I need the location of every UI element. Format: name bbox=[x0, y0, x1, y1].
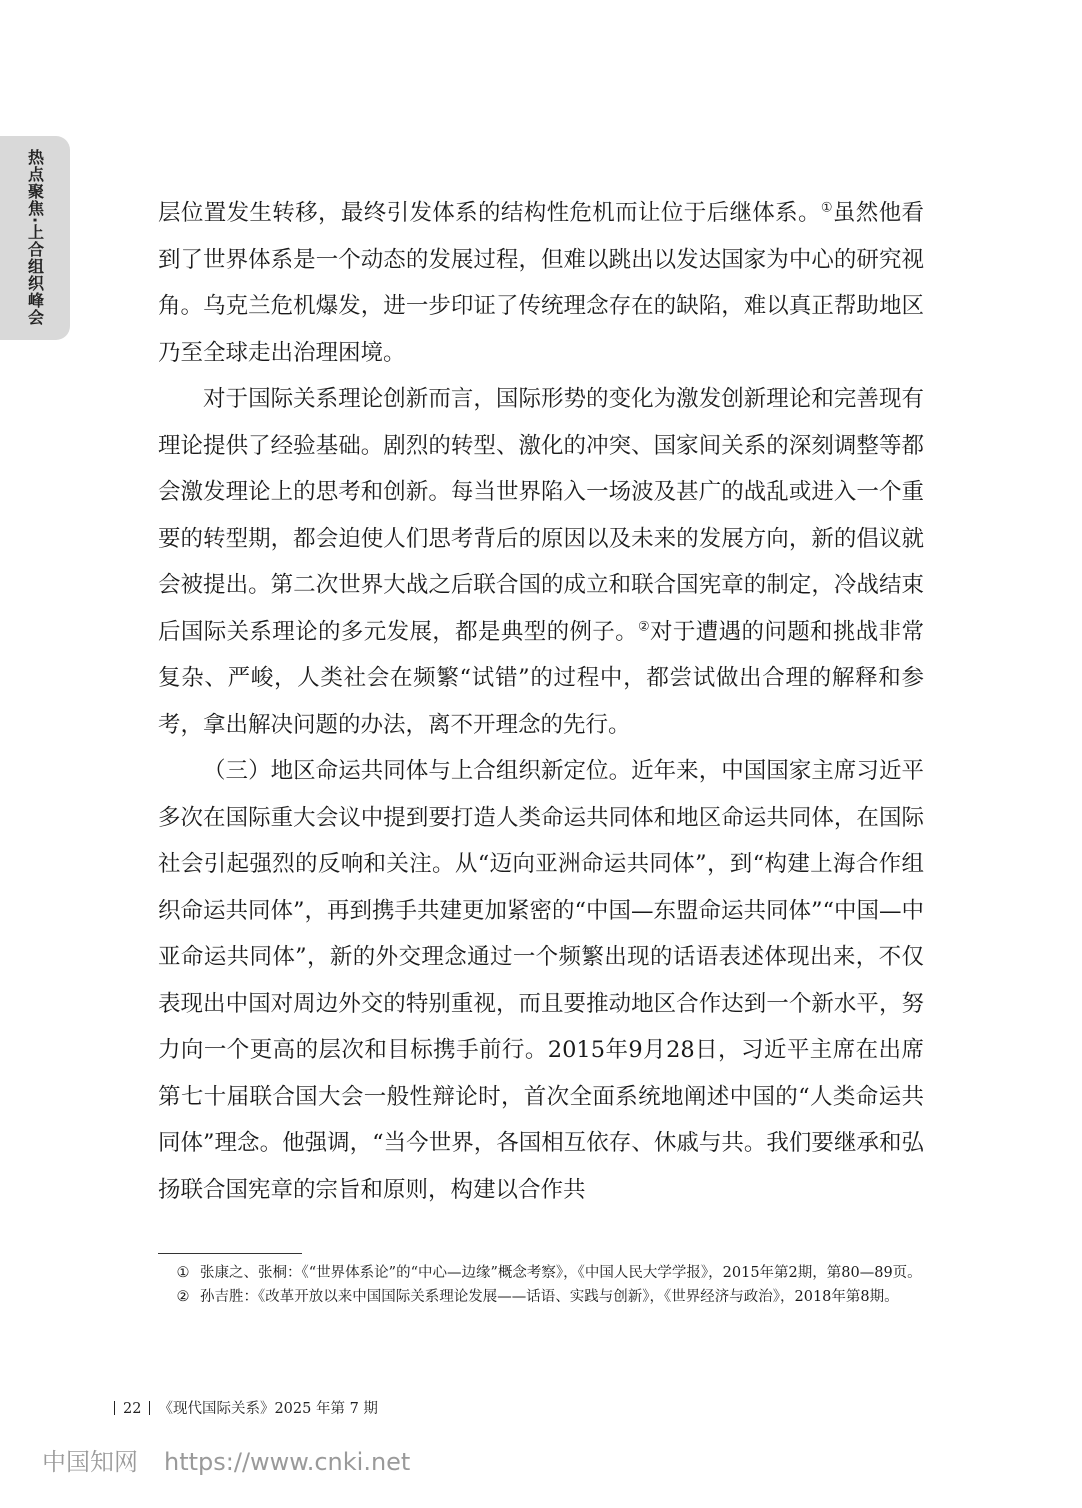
watermark-brand: 中国知网 bbox=[42, 1448, 138, 1476]
footnote-divider bbox=[158, 1253, 302, 1254]
footnote-ref[interactable]: ② bbox=[638, 619, 651, 634]
page-number: 22 bbox=[123, 1401, 142, 1417]
footnote-number: ① bbox=[176, 1265, 190, 1281]
footnote bbox=[158, 1262, 924, 1284]
footer-separator bbox=[114, 1401, 115, 1415]
footnote-ref[interactable]: ① bbox=[820, 200, 833, 216]
page-footer bbox=[106, 1397, 378, 1418]
paragraph bbox=[158, 376, 924, 748]
footnote-text: 孙吉胜：《改革开放以来中国国际关系理论发展——话语、实践与创新》，《世界经济与政治》，2018年第8期。 bbox=[200, 1289, 899, 1305]
watermark bbox=[42, 1442, 410, 1477]
paragraph bbox=[158, 748, 924, 1213]
paragraph-text: （三）地区命运共同体与上合组织新定位。近年来，中国国家主席习近平多次在国际重大会议中提到要打造人类命运共同体和地区命运共同体，在国际社会引起强烈的反响和关注。从“迈向亚洲命运共同体”，到“构建上海合作组织命运共同体”，再到携手共建更加紧密的“中国—东盟命运共同体”“中国—中亚命运共同体”，新的外交理念通过一个频繁出现的话语表述体现出来，不仅表现出中国对周边外交的特别重视，而且要推动地区合作达到一个新水平，努力向一个更高的层次和目标携手前行。2015年9月28日，习近平主席在出席第七十届联合国大会一般性辩论时，首次全面系统地阐述中国的“人类命运共同体”理念。他强调，“当今世界，各国相互依存、休戚与共。我们要继承和弘扬联合国宪章的宗旨和原则，构建以合作共 bbox=[158, 758, 925, 1203]
watermark-url[interactable]: https://www.cnki.net bbox=[164, 1448, 411, 1476]
paragraph bbox=[158, 190, 924, 376]
footnote bbox=[158, 1286, 924, 1308]
footnote-text: 张康之、张桐：《“世界体系论”的“中心—边缘”概念考察》，《中国人民大学学报》，2015年第2期，第80—89页。 bbox=[200, 1265, 922, 1281]
paragraph-text: 虽然他看到了世界体系是一个动态的发展过程，但难以跳出以发达国家为中心的研究视角。乌克兰危机爆发，进一步印证了传统理念存在的缺陷，难以真正帮助地区乃至全球走出治理困境。 bbox=[158, 200, 924, 366]
section-tab bbox=[0, 136, 70, 340]
footer-separator bbox=[149, 1401, 150, 1415]
paragraph-text: 对于国际关系理论创新而言，国际形势的变化为激发创新理论和完善现有理论提供了经验基础。剧烈的转型、激化的冲突、国家间关系的深刻调整等都会激发理论上的思考和创新。每当世界陷入一场波及甚广的战乱或进入一个重要的转型期，都会迫使人们思考背后的原因以及未来的发展方向，新的倡议就会被提出。第二次世界大战之后联合国的成立和联合国宪章的制定，冷战结束后国际关系理论的多元发展，都是典型的例子。 bbox=[158, 386, 924, 645]
journal-issue: 《现代国际关系》2025 年第 7 期 bbox=[158, 1401, 378, 1417]
footnotes bbox=[158, 1262, 924, 1310]
paragraph-text: 层位置发生转移，最终引发体系的结构性危机而让位于后继体系。 bbox=[158, 200, 821, 226]
section-tab-label: 热点聚焦·上合组织峰会 bbox=[25, 149, 45, 327]
paragraph-text: 对于遭遇的问题和挑战非常复杂、严峻，人类社会在频繁“试错”的过程中，都尝试做出合理的解释和参考，拿出解决问题的办法，离不开理念的先行。 bbox=[158, 618, 924, 738]
article-body bbox=[158, 190, 924, 1213]
footnote-number: ② bbox=[176, 1289, 190, 1305]
